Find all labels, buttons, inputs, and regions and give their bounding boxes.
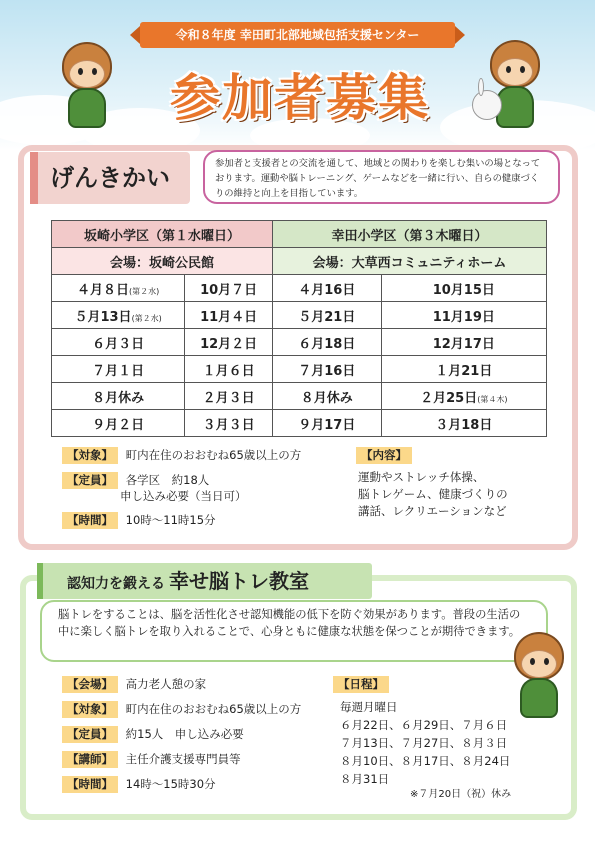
genkikai-schedule-table — [51, 220, 547, 437]
content-label: 【内容】 — [356, 447, 412, 464]
target-value: 町内在住のおおむね65歳以上の方 — [125, 448, 302, 462]
schedule-line: ８月31日 — [340, 772, 390, 786]
brain-capacity — [62, 726, 244, 743]
brain-time — [62, 776, 216, 793]
date-cell: ６月18日 — [272, 329, 381, 356]
table-row — [52, 329, 547, 356]
brain-target — [62, 701, 301, 718]
genkikai-content — [356, 447, 412, 464]
schedule-line: ７月13日、７月27日、８月３日 — [340, 736, 508, 750]
time-label: 【時間】 — [62, 776, 118, 793]
table-row — [52, 383, 547, 410]
lecturer-label: 【講師】 — [62, 751, 118, 768]
lecturer-value: 主任介護支援専門員等 — [125, 752, 241, 766]
page-title: 参加者募集 — [170, 69, 430, 127]
title-small: 認知力を鍛える — [67, 576, 165, 592]
date-cell: ８月休み — [52, 383, 185, 410]
target-label: 【対象】 — [62, 447, 118, 464]
content-text — [358, 469, 508, 520]
content-line: 講話、レクリエーションなど — [358, 504, 507, 518]
left-venue: 会場：坂崎公民館 — [52, 248, 273, 275]
genkikai-target — [62, 447, 301, 464]
date-cell: ４月８日(第２水) — [52, 275, 185, 302]
date-cell: ９月17日 — [272, 410, 381, 437]
table-row — [52, 356, 547, 383]
date-cell: ５月21日 — [272, 302, 381, 329]
date-cell: 11月４日 — [185, 302, 273, 329]
date-cell: １月21日 — [381, 356, 546, 383]
brain-lecturer — [62, 751, 241, 768]
capacity-label: 【定員】 — [62, 726, 118, 743]
schedule-line: ８月10日、８月17日、８月24日 — [340, 754, 511, 768]
target-value: 町内在住のおおむね65歳以上の方 — [125, 702, 302, 716]
date-cell: ３月18日 — [381, 410, 546, 437]
content-line: 運動やストレッチ体操、 — [358, 470, 485, 484]
date-cell: ３月３日 — [185, 410, 273, 437]
organizer-banner: 令和８年度 幸田町北部地域包括支援センター — [140, 22, 455, 48]
date-cell: ６月３日 — [52, 329, 185, 356]
table-row — [52, 275, 547, 302]
capacity-line: 各学区 約18人 — [125, 473, 210, 487]
date-cell: 12月２日 — [185, 329, 273, 356]
right-district-header: 幸田小学区（第３木曜日） — [272, 221, 546, 248]
table-row — [52, 302, 547, 329]
schedule-label: 【日程】 — [333, 676, 389, 693]
target-label: 【対象】 — [62, 701, 118, 718]
venue-value: 高力老人憩の家 — [125, 677, 207, 691]
content-line: 脳トレゲーム、健康づくりの — [358, 487, 508, 501]
mascot-right-illustration — [478, 40, 550, 140]
time-label: 【時間】 — [62, 512, 118, 529]
brain-training-description: 脳トレをすることは、脳を活性化させ認知機能の低下を防ぐ効果があります。普段の生活の中に楽しく脳トレを取り入れることで、心身ともに健康な状態を保つことが期待できます。 — [40, 600, 548, 662]
schedule-line: 毎週月曜日 — [340, 700, 398, 714]
date-cell: ２月25日(第４木) — [381, 383, 546, 410]
schedule-line: ６月22日、６月29日、７月６日 — [340, 718, 508, 732]
time-value: 10時～11時15分 — [125, 513, 216, 527]
date-cell: ５月13日(第２水) — [52, 302, 185, 329]
right-venue: 会場：大草西コミュニティホーム — [272, 248, 546, 275]
brain-venue — [62, 676, 206, 693]
time-value: 14時～15時30分 — [125, 777, 216, 791]
date-cell: 10月７日 — [185, 275, 273, 302]
date-cell: ２月３日 — [185, 383, 273, 410]
date-cell: ８月休み — [272, 383, 381, 410]
title-large: 幸せ脳トレ教室 — [169, 569, 309, 593]
date-cell: １月６日 — [185, 356, 273, 383]
date-cell: ７月16日 — [272, 356, 381, 383]
date-cell: ９月２日 — [52, 410, 185, 437]
schedule-note: ※７月20日（祝）休み — [410, 789, 512, 800]
capacity-value: 約15人 申し込み必要 — [125, 727, 244, 741]
genkikai-title: げんきかい — [30, 152, 190, 204]
genkikai-capacity — [62, 472, 209, 489]
left-district-header: 坂崎小学区（第１水曜日） — [52, 221, 273, 248]
brain-schedule — [333, 676, 389, 693]
capacity-line-2: 申し込み必要（当日可） — [120, 489, 247, 503]
date-cell: 12月17日 — [381, 329, 546, 356]
brain-training-title — [37, 563, 372, 599]
schedule-list — [340, 698, 510, 788]
date-cell: ４月16日 — [272, 275, 381, 302]
table-row — [52, 410, 547, 437]
genkikai-description: 参加者と支援者との交流を通して、地域との関わりを楽しむ集いの場となっております。運動や脳トレーニング、ゲームなどを一緒に行い、自らの健康づくりの維持と向上を目指しています。 — [203, 150, 560, 204]
mascot-left-illustration — [52, 42, 122, 137]
venue-label: 【会場】 — [62, 676, 118, 693]
mascot-bottom-illustration — [508, 632, 570, 727]
date-cell: 11月19日 — [381, 302, 546, 329]
capacity-label: 【定員】 — [62, 472, 118, 489]
genkikai-time — [62, 512, 216, 529]
date-cell: 10月15日 — [381, 275, 546, 302]
date-cell: ７月１日 — [52, 356, 185, 383]
